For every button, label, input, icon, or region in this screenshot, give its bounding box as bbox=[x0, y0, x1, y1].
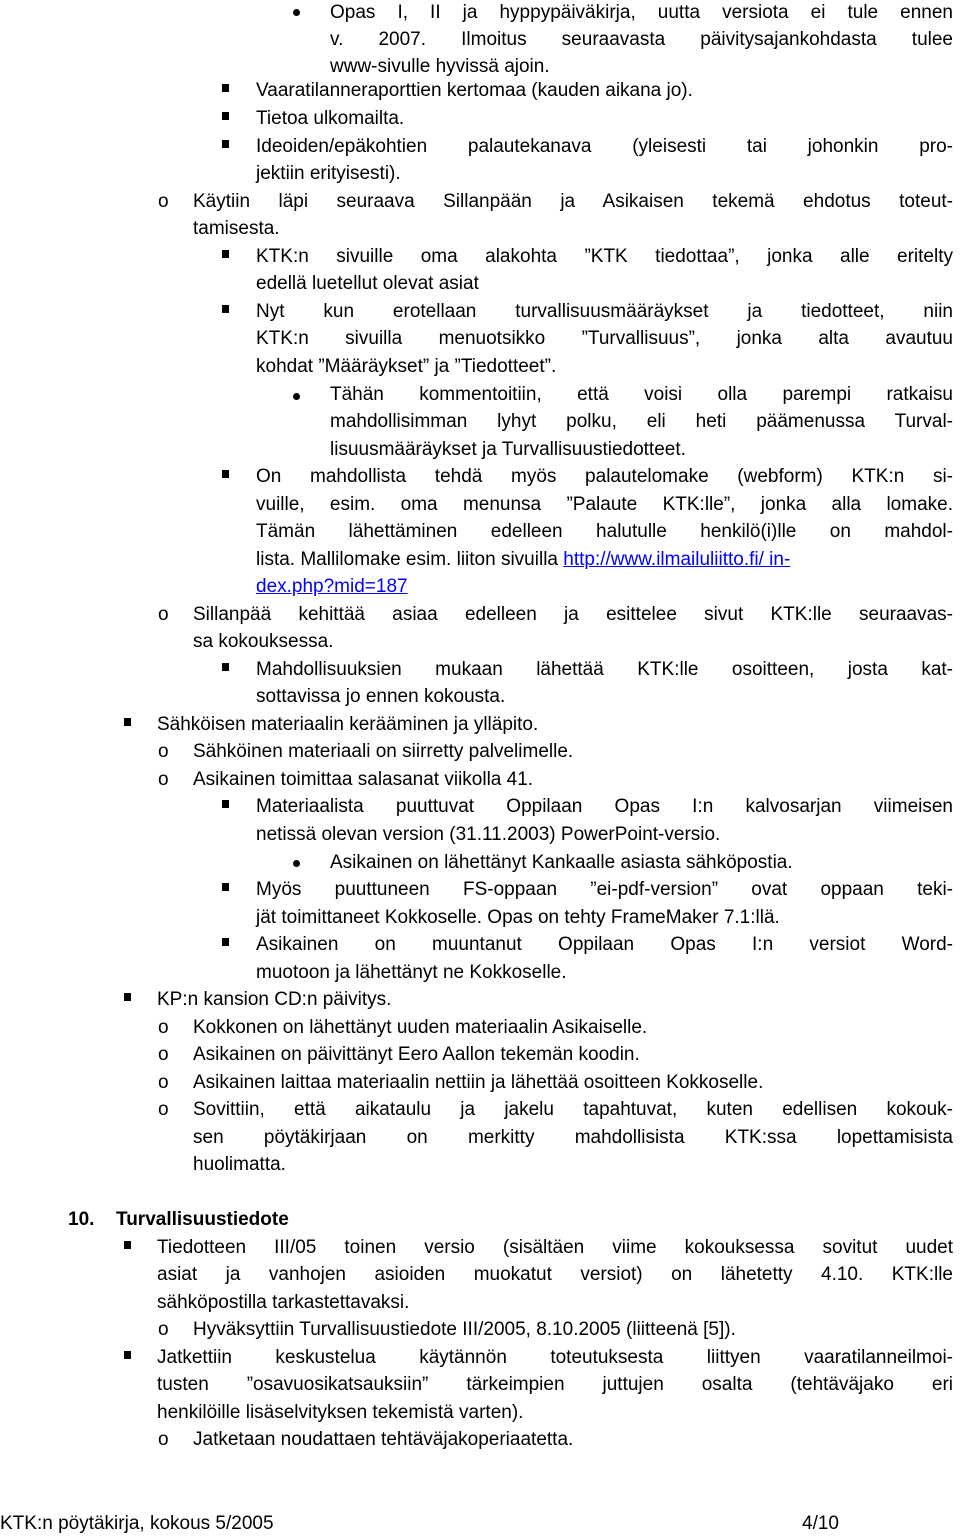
bullet-circle: o bbox=[158, 1044, 169, 1065]
text-line: Sillanpää kehittää asiaa edelleen ja esittelee sivut KTK:lle seuraavas- bbox=[193, 604, 953, 625]
bullet-dot bbox=[293, 860, 300, 867]
bullet-circle: o bbox=[158, 769, 169, 790]
text-line: tusten ”osavuosikatsauksiin” tärkeimpien juttujen osalta (tehtäväjako eri bbox=[157, 1374, 953, 1395]
section-number: 10. bbox=[68, 1209, 95, 1230]
text-line: mahdollisimman lyhyt polku, eli heti päämenussa Turval- bbox=[330, 411, 953, 432]
section-heading: Turvallisuustiedote bbox=[116, 1209, 289, 1230]
bullet-circle: o bbox=[158, 1099, 169, 1120]
text-line: KP:n kansion CD:n päivitys. bbox=[157, 989, 392, 1010]
bullet-square bbox=[124, 1241, 131, 1249]
text-line: henkilöille lisäselvityksen tekemistä varten). bbox=[157, 1402, 524, 1423]
text-line: vuille, esim. oma menunsa ”Palaute KTK:lle”, jonka alla lomake. bbox=[256, 494, 953, 515]
text-line: jektiin erityisesti). bbox=[256, 163, 401, 184]
bullet-circle: o bbox=[158, 1072, 169, 1093]
text-span: lista. Mallilomake esim. liiton sivuilla bbox=[256, 549, 564, 570]
text-line: Sähköinen materiaali on siirretty palvelimelle. bbox=[193, 741, 574, 762]
text-line: sähköpostilla tarkastettavaksi. bbox=[157, 1292, 410, 1313]
text-line: Tietoa ulkomailta. bbox=[256, 108, 405, 129]
text-line: jät toimittaneet Kokkoselle. Opas on tehty FrameMaker 7.1:llä. bbox=[256, 907, 780, 928]
bullet-square bbox=[222, 938, 229, 946]
bullet-square bbox=[222, 84, 229, 92]
text-line: Nyt kun erotellaan turvallisuusmääräykset ja tiedotteet, niin bbox=[256, 301, 953, 322]
bullet-circle: o bbox=[158, 741, 169, 762]
text-line: Vaaratilanneraporttien kertomaa (kauden aikana jo). bbox=[256, 80, 693, 101]
bullet-square bbox=[222, 663, 229, 671]
text-line: sottavissa jo ennen kokousta. bbox=[256, 686, 506, 707]
text-line: edellä luetellut olevat asiat bbox=[256, 273, 479, 294]
bullet-square bbox=[222, 470, 229, 478]
text-line: Sähköisen materiaalin kerääminen ja ylläpito. bbox=[157, 714, 539, 735]
text-line: www-sivulle hyvissä ajoin. bbox=[330, 56, 550, 77]
text-line: tamisesta. bbox=[193, 218, 280, 239]
bullet-circle: o bbox=[158, 1319, 169, 1340]
text-line: Jatkettiin keskustelua käytännön toteutuksesta liittyen vaaratilanneilmoi- bbox=[157, 1347, 953, 1368]
bullet-circle: o bbox=[158, 1017, 169, 1038]
page-number: 4/10 bbox=[802, 1513, 839, 1534]
text-line: sa kokouksessa. bbox=[193, 631, 334, 652]
bullet-dot bbox=[293, 393, 300, 400]
text-line: On mahdollista tehdä myös palautelomake (webform) KTK:n si- bbox=[256, 466, 953, 487]
text-line: Opas I, II ja hyppypäiväkirja, uutta versiota ei tule ennen bbox=[330, 2, 953, 23]
bullet-square bbox=[222, 140, 229, 148]
text-line: KTK:n sivuille oma alakohta ”KTK tiedottaa”, jonka alle eritelty bbox=[256, 246, 953, 267]
bullet-circle: o bbox=[158, 604, 169, 625]
text-line: KTK:n sivuilla menuotsikko ”Turvallisuus”, jonka alta avautuu bbox=[256, 328, 953, 349]
text-line: Hyväksyttiin Turvallisuustiedote III/2005, 8.10.2005 (liitteenä [5]). bbox=[193, 1319, 736, 1340]
text-line: Sovittiin, että aikataulu ja jakelu tapahtuvat, kuten edellisen kokouk- bbox=[193, 1099, 953, 1120]
bullet-square bbox=[222, 250, 229, 258]
bullet-square bbox=[222, 305, 229, 313]
bullet-circle: o bbox=[158, 1429, 169, 1450]
text-line: Tämän lähettäminen edelleen halutulle henkilö(i)lle on mahdol- bbox=[256, 521, 953, 542]
text-line bbox=[256, 546, 790, 574]
text-line: v. 2007. Ilmoitus seuraavasta päivitysajankohdasta tulee bbox=[330, 29, 953, 50]
bullet-circle: o bbox=[158, 191, 169, 212]
bullet-square bbox=[222, 800, 229, 808]
text-line: sen pöytäkirjaan on merkitty mahdollisista KTK:ssa lopettamisista bbox=[193, 1127, 953, 1148]
text-line: Mahdollisuuksien mukaan lähettää KTK:lle osoitteen, josta kat- bbox=[256, 659, 953, 680]
bullet-square bbox=[222, 883, 229, 891]
bullet-square bbox=[222, 112, 229, 120]
text-line: Myös puuttuneen FS-oppaan ”ei-pdf-version” ovat oppaan teki- bbox=[256, 879, 953, 900]
text-line: Tiedotteen III/05 toinen versio (sisältäen viime kokouksessa sovitut uudet bbox=[157, 1237, 953, 1258]
text-line: Käytiin läpi seuraava Sillanpään ja Asikaisen tekemä ehdotus toteut- bbox=[193, 191, 953, 212]
text-line: muotoon ja lähettänyt ne Kokkoselle. bbox=[256, 962, 567, 983]
text-line: netissä olevan version (31.11.2003) PowerPoint-versio. bbox=[256, 824, 721, 845]
text-line: lisuusmääräykset ja Turvallisuustiedotteet. bbox=[330, 439, 686, 460]
text-line: Kokkonen on lähettänyt uuden materiaalin Asikaiselle. bbox=[193, 1017, 648, 1038]
link[interactable]: http://www.ilmailuliitto.fi/ in- bbox=[563, 549, 791, 570]
text-line: Materiaalista puuttuvat Oppilaan Opas I:n kalvosarjan viimeisen bbox=[256, 796, 953, 817]
text-line: Asikainen on lähettänyt Kankaalle asiasta sähköpostia. bbox=[330, 852, 793, 873]
text-line: Tähän kommentoitiin, että voisi olla parempi ratkaisu bbox=[330, 384, 953, 405]
text-line: Asikainen on muuntanut Oppilaan Opas I:n versiot Word- bbox=[256, 934, 953, 955]
text-line: Ideoiden/epäkohtien palautekanava (yleisesti tai johonkin pro- bbox=[256, 136, 953, 157]
text-line: asiat ja vanhojen asioiden muokatut versiot) on lähetetty 4.10. KTK:lle bbox=[157, 1264, 953, 1285]
link-continued[interactable]: dex.php?mid=187 bbox=[256, 576, 408, 597]
text-line: Asikainen laittaa materiaalin nettiin ja lähettää osoitteen Kokkoselle. bbox=[193, 1072, 764, 1093]
text-line: kohdat ”Määräykset” ja ”Tiedotteet”. bbox=[256, 356, 557, 377]
text-line: Asikainen on päivittänyt Eero Aallon tekemän koodin. bbox=[193, 1044, 640, 1065]
bullet-square bbox=[124, 993, 131, 1001]
text-line: huolimatta. bbox=[193, 1154, 286, 1175]
bullet-square bbox=[124, 1351, 131, 1359]
footer-title: KTK:n pöytäkirja, kokous 5/2005 bbox=[0, 1513, 274, 1534]
text-line: Asikainen toimittaa salasanat viikolla 41. bbox=[193, 769, 534, 790]
bullet-square bbox=[124, 718, 131, 726]
text-line bbox=[256, 573, 408, 601]
bullet-dot bbox=[293, 9, 300, 16]
text-line: Jatketaan noudattaen tehtäväjakoperiaatetta. bbox=[193, 1429, 574, 1450]
